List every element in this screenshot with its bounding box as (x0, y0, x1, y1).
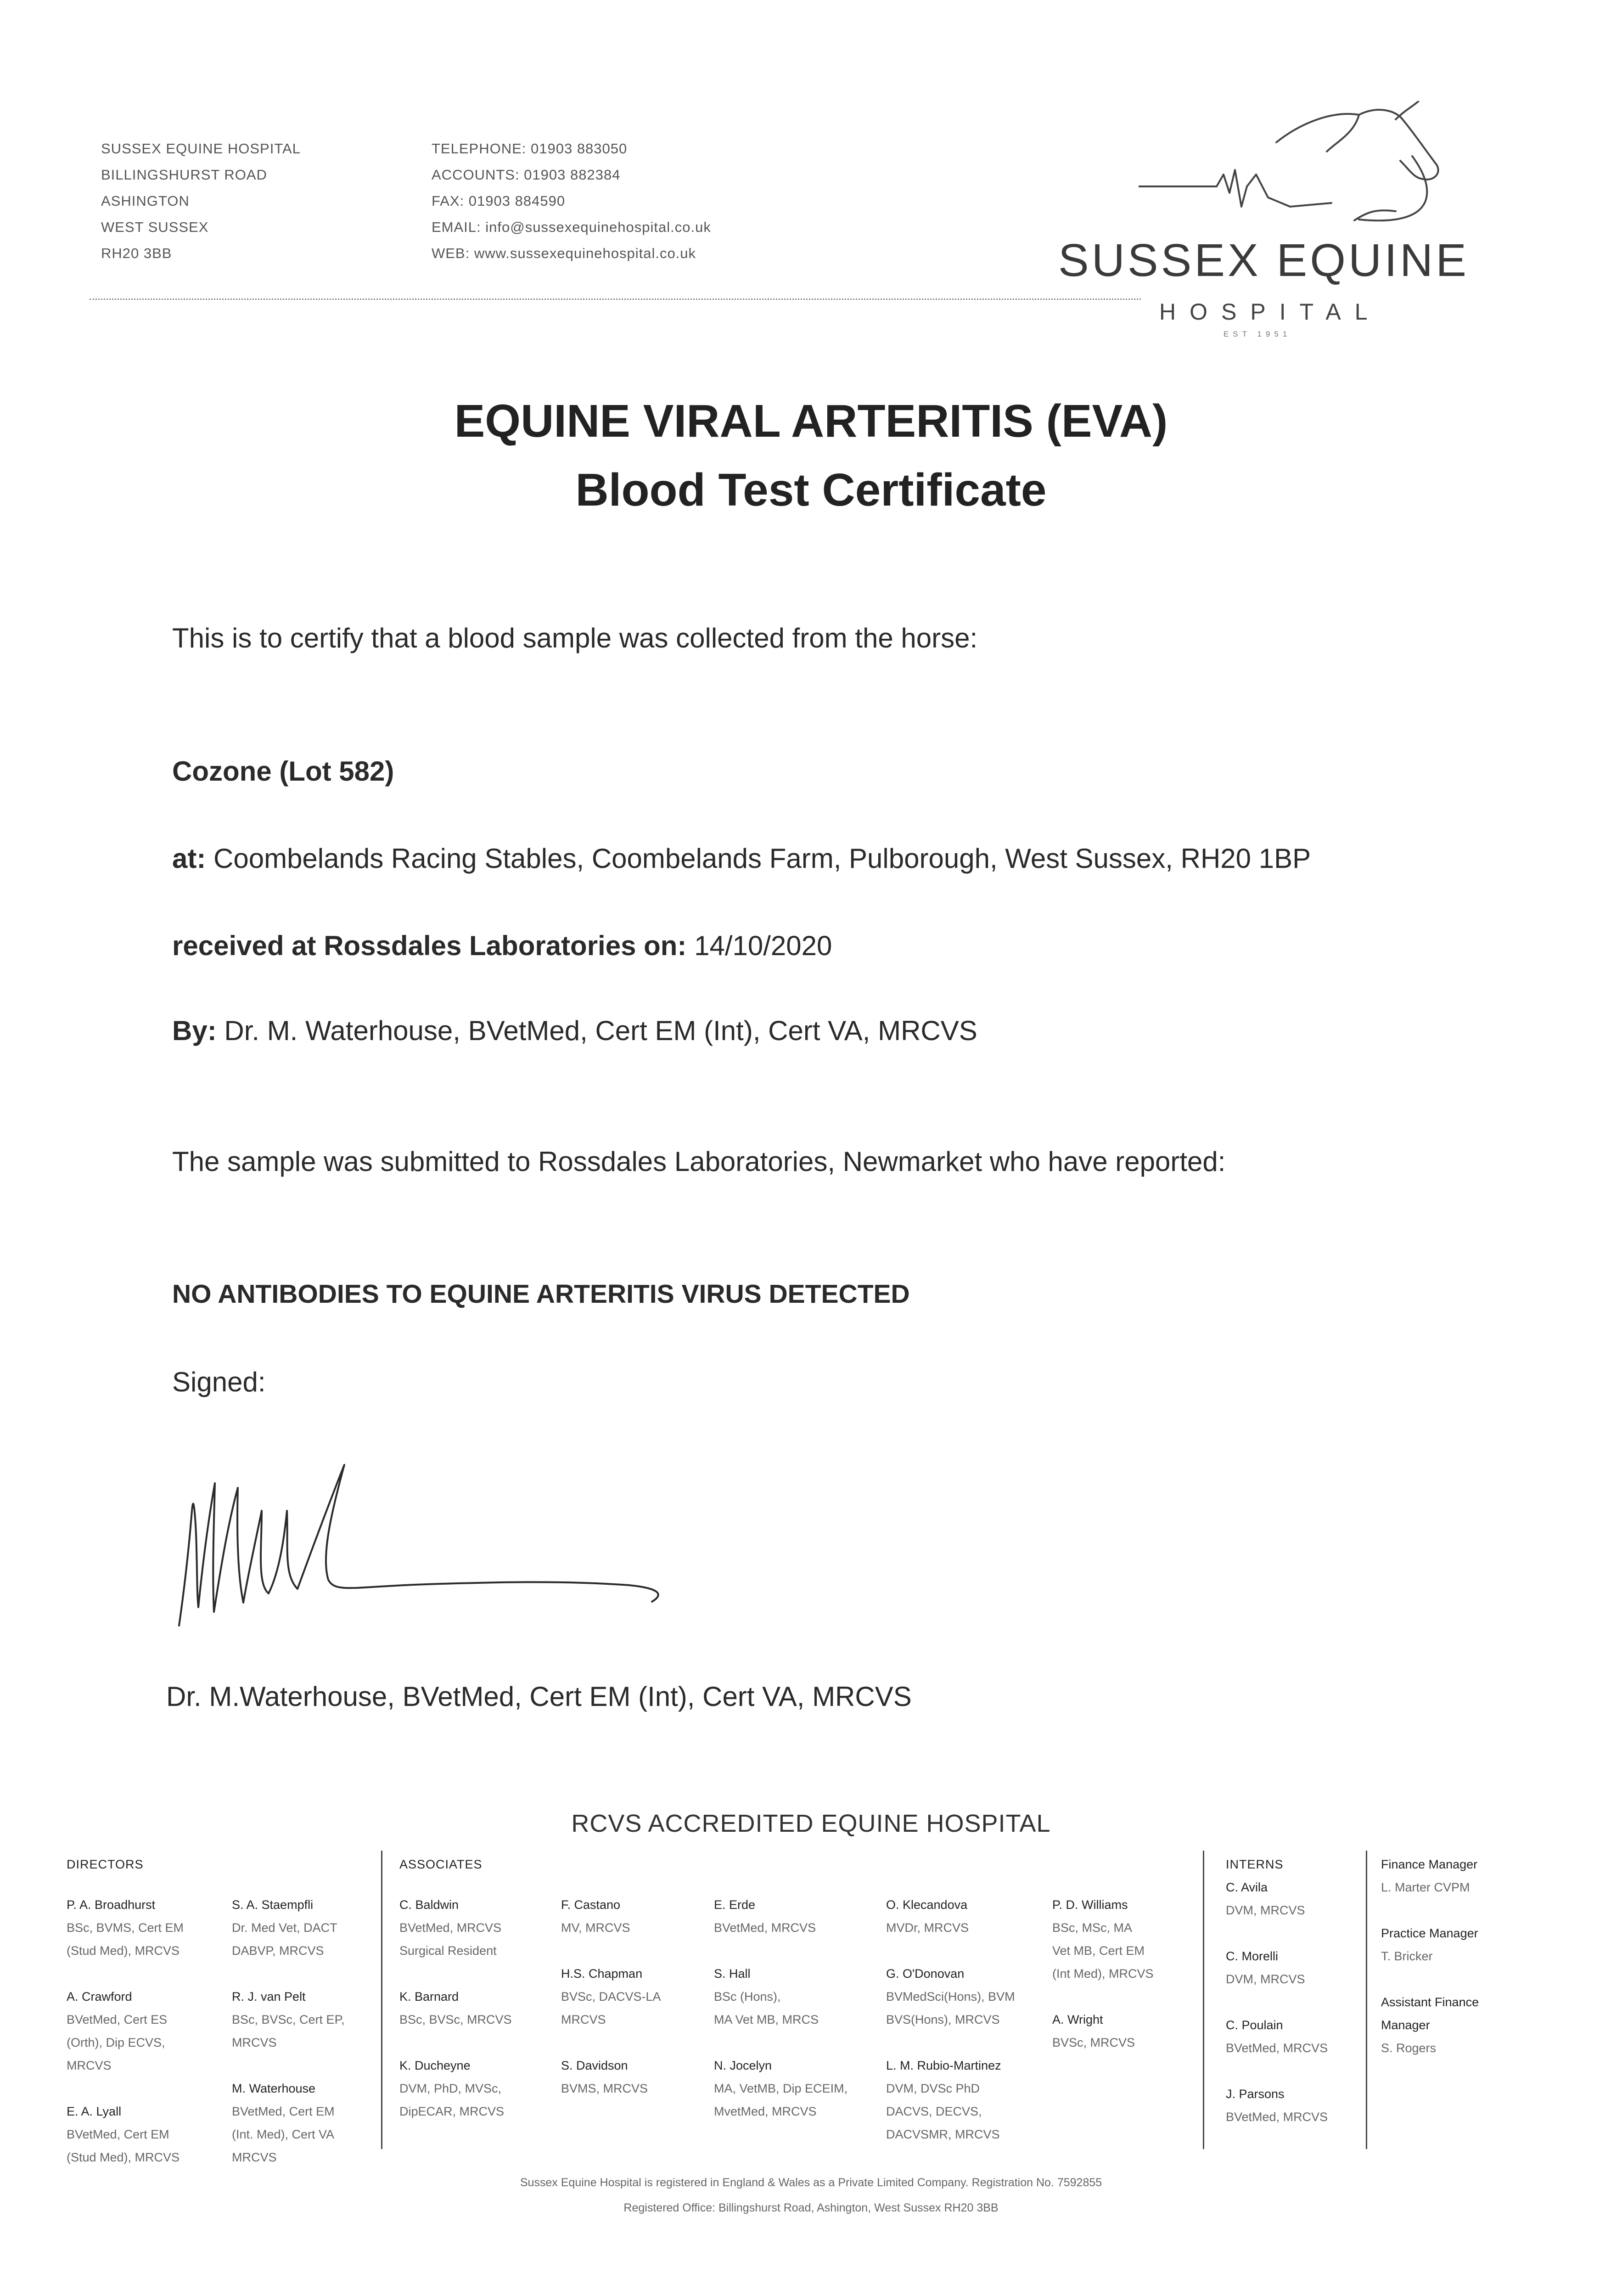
staff-quals: MRCVS (232, 2150, 277, 2164)
interns-heading: INTERNS (1226, 1857, 1284, 1871)
staff-name: C. Avila (1226, 1880, 1268, 1894)
intro-text: This is to certify that a blood sample was collected from the horse: (172, 623, 978, 653)
staff-name: L. M. Rubio-Martinez (886, 2059, 1001, 2072)
associates-col-2 (561, 1870, 661, 2100)
manager-name: T. Bricker (1381, 1949, 1433, 1963)
collected-by-line (172, 1015, 977, 1047)
staff-quals: BVetMed, Cert EM (67, 2127, 169, 2141)
manager-name: S. Rogers (1381, 2041, 1437, 2055)
staff-quals: DVM, DVSc PhD (886, 2082, 980, 2095)
staff-name: N. Jocelyn (714, 2059, 772, 2072)
manager-title: Finance Manager (1381, 1857, 1478, 1871)
staff-quals: BVSc, DACVS-LA (561, 1990, 661, 2003)
accounts-phone: ACCOUNTS: 01903 882384 (432, 167, 621, 183)
associates-col-5 (1052, 1870, 1154, 2054)
staff-quals: Vet MB, Cert EM (1052, 1944, 1145, 1958)
column-divider (381, 1851, 382, 2149)
staff-name: S. Hall (714, 1967, 751, 1981)
staff-name: M. Waterhouse (232, 2082, 316, 2095)
staff-quals: BSc, BVSc, MRCVS (399, 2013, 512, 2026)
received-date: 14/10/2020 (694, 930, 832, 961)
managers-col (1381, 1853, 1505, 2060)
telephone: TELEPHONE: 01903 883050 (432, 141, 628, 157)
collected-by-value: Dr. M. Waterhouse, BVetMed, Cert EM (Int), Cert VA, MRCVS (224, 1015, 977, 1046)
logo-established: EST 1951 (1224, 330, 1291, 338)
staff-quals: (Orth), Dip ECVS, (67, 2036, 165, 2049)
website: WEB: www.sussexequinehospital.co.uk (432, 245, 696, 261)
address-line: ASHINGTON (101, 193, 190, 209)
address-line: BILLINGSHURST ROAD (101, 167, 267, 183)
horse-name: Cozone (Lot 582) (172, 756, 394, 787)
associates-col-3 (714, 1870, 847, 2123)
staff-quals: DVM, PhD, MVSc, (399, 2082, 502, 2095)
hospital-contact (432, 135, 711, 266)
staff-name: A. Crawford (67, 1990, 132, 2003)
staff-quals: MA, VetMB, Dip ECEIM, (714, 2082, 848, 2095)
staff-quals: BVetMed, MRCVS (1226, 2041, 1328, 2055)
staff-quals: (Int. Med), Cert VA (232, 2127, 335, 2141)
staff-name: E. A. Lyall (67, 2105, 122, 2118)
staff-name: E. Erde (714, 1898, 756, 1912)
staff-name: S. A. Staempfli (232, 1898, 314, 1912)
staff-name: G. O'Donovan (886, 1967, 965, 1981)
staff-quals: BVetMed, Cert ES (67, 2013, 168, 2026)
staff-quals: BSc, BVSc, Cert EP, (232, 2013, 345, 2026)
interns-col (1226, 1853, 1328, 2128)
associates-col-4 (886, 1870, 1015, 2146)
registered-office-text: Registered Office: Billingshurst Road, Ashington, West Sussex RH20 3BB (623, 2201, 999, 2214)
manager-name: L. Marter CVPM (1381, 1880, 1470, 1894)
staff-name: K. Barnard (399, 1990, 459, 2003)
manager-title: Practice Manager (1381, 1926, 1478, 1940)
staff-quals: BSc, MSc, MA (1052, 1921, 1133, 1935)
staff-quals: MvetMed, MRCVS (714, 2105, 817, 2118)
fax: FAX: 01903 884590 (432, 193, 566, 209)
staff-quals: Surgical Resident (399, 1944, 497, 1958)
location-line (172, 843, 1311, 874)
staff-name: P. A. Broadhurst (67, 1898, 156, 1912)
staff-quals: (Stud Med), MRCVS (67, 1944, 180, 1958)
staff-quals: BVetMed, MRCVS (399, 1921, 502, 1935)
logo-name: SUSSEX EQUINE (1058, 235, 1469, 286)
hospital-address (101, 135, 301, 266)
column-divider (1203, 1851, 1204, 2149)
staff-quals: DipECAR, MRCVS (399, 2105, 505, 2118)
staff-quals: DVM, MRCVS (1226, 1903, 1305, 1917)
staff-quals: DACVS, DECVS, (886, 2105, 982, 2118)
directors-col-2 (232, 1870, 345, 2169)
staff-name: C. Morelli (1226, 1949, 1279, 1963)
associates-col-1 (399, 1853, 512, 2123)
staff-quals: Dr. Med Vet, DACT (232, 1921, 337, 1935)
staff-quals: BSc (Hons), (714, 1990, 781, 2003)
manager-title: Assistant Finance Manager (1381, 1995, 1479, 2032)
staff-name: F. Castano (561, 1898, 621, 1912)
staff-quals: DACVSMR, MRCVS (886, 2127, 1000, 2141)
staff-name: J. Parsons (1226, 2087, 1285, 2101)
signed-label: Signed: (172, 1367, 266, 1397)
staff-name: K. Ducheyne (399, 2059, 471, 2072)
staff-name: S. Davidson (561, 2059, 628, 2072)
staff-quals: DABVP, MRCVS (232, 1944, 324, 1958)
staff-quals: MRCVS (232, 2036, 277, 2049)
submission-text: The sample was submitted to Rossdales Laboratories, Newmarket who have reported: (172, 1146, 1226, 1177)
staff-quals: BVSc, MRCVS (1052, 2036, 1135, 2049)
horse-head-ecg-logo-icon (1139, 101, 1469, 253)
collected-by-label: By: (172, 1015, 217, 1046)
staff-quals: BVetMed, MRCVS (714, 1921, 816, 1935)
received-line (172, 930, 832, 962)
certificate-subtitle: Blood Test Certificate (575, 464, 1047, 516)
signatory-name: Dr. M.Waterhouse, BVetMed, Cert EM (Int), Cert VA, MRCVS (166, 1681, 912, 1712)
associates-heading: ASSOCIATES (399, 1857, 483, 1871)
address-line: SUSSEX EQUINE HOSPITAL (101, 141, 301, 157)
staff-name: P. D. Williams (1052, 1898, 1128, 1912)
staff-quals: MRCVS (67, 2059, 112, 2072)
registration-text: Sussex Equine Hospital is registered in England & Wales as a Private Limited Company. Registration No. 7592855 (520, 2176, 1102, 2189)
certificate-title: EQUINE VIRAL ARTERITIS (EVA) (454, 395, 1168, 447)
header-divider (90, 298, 1141, 300)
staff-name: R. J. van Pelt (232, 1990, 306, 2003)
accreditation-text: RCVS ACCREDITED EQUINE HOSPITAL (571, 1810, 1051, 1837)
staff-name: A. Wright (1052, 2013, 1103, 2026)
location-label: at: (172, 843, 206, 874)
staff-quals: (Stud Med), MRCVS (67, 2150, 180, 2164)
staff-quals: MA Vet MB, MRCS (714, 2013, 819, 2026)
signature (170, 1456, 684, 1632)
staff-name: C. Baldwin (399, 1898, 459, 1912)
handwritten-signature-icon (170, 1456, 684, 1630)
received-label: received at Rossdales Laboratories on: (172, 930, 687, 961)
email: EMAIL: info@sussexequinehospital.co.uk (432, 219, 711, 235)
staff-quals: BVMedSci(Hons), BVM (886, 1990, 1015, 2003)
staff-quals: MRCVS (561, 2013, 606, 2026)
staff-quals: BVetMed, MRCVS (1226, 2110, 1328, 2124)
staff-quals: BVMS, MRCVS (561, 2082, 648, 2095)
staff-quals: MV, MRCVS (561, 1921, 630, 1935)
location-value: Coombelands Racing Stables, Coombelands Farm, Pulborough, West Sussex, RH20 1BP (213, 843, 1311, 874)
test-result: NO ANTIBODIES TO EQUINE ARTERITIS VIRUS DETECTED (172, 1279, 910, 1309)
staff-quals: BVS(Hons), MRCVS (886, 2013, 1000, 2026)
staff-quals: (Int Med), MRCVS (1052, 1967, 1154, 1981)
staff-quals: DVM, MRCVS (1226, 1972, 1305, 1986)
address-line: RH20 3BB (101, 245, 172, 261)
column-divider (1366, 1851, 1367, 2149)
staff-name: C. Poulain (1226, 2018, 1283, 2032)
staff-name: H.S. Chapman (561, 1967, 643, 1981)
directors-heading: DIRECTORS (67, 1857, 144, 1871)
logo-subtitle: HOSPITAL (1159, 299, 1381, 325)
staff-quals: BVetMed, Cert EM (232, 2105, 335, 2118)
directors-col-1 (67, 1853, 184, 2169)
address-line: WEST SUSSEX (101, 219, 209, 235)
staff-name: O. Klecandova (886, 1898, 968, 1912)
staff-quals: BSc, BVMS, Cert EM (67, 1921, 184, 1935)
staff-quals: MVDr, MRCVS (886, 1921, 969, 1935)
